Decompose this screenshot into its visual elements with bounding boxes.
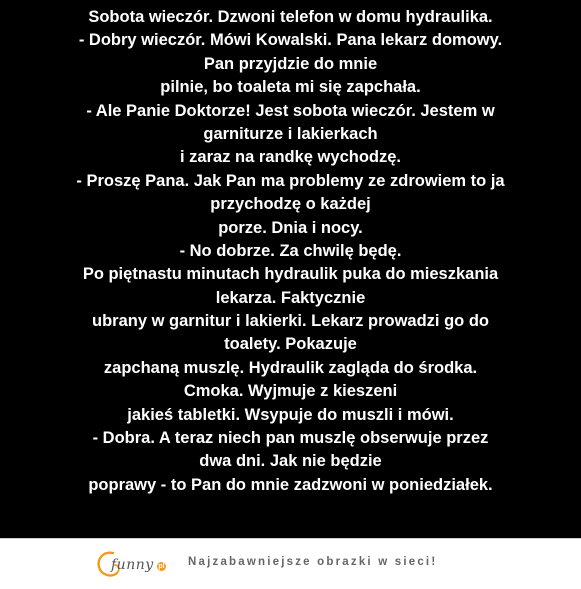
footer-tagline: Najzabawniejsze obrazki w sieci!	[188, 556, 438, 568]
joke-line: ubrany w garnitur i lakierki. Lekarz prowadzi go do	[92, 312, 489, 331]
joke-line: garniturze i lakierkach	[203, 124, 378, 143]
joke-line: - Dobra. A teraz niech pan muszlę obserwuje przez	[92, 429, 489, 448]
joke-line: poprawy - to Pan do mnie zadzwoni w poniedziałek.	[88, 475, 493, 494]
joke-line: - Proszę Pana. Jak Pan ma problemy ze zdrowiem to ja	[76, 171, 505, 190]
joke-line: Sobota wieczór. Dzwoni telefon w domu hydraulika.	[88, 8, 493, 26]
site-logo[interactable]	[93, 547, 169, 583]
joke-line: - Dobry wieczór. Mówi Kowalski. Pana lekarz domowy.	[78, 31, 503, 50]
joke-line: Cmoka. Wyjmuje z kieszeni	[183, 382, 398, 401]
joke-line: i zaraz na randkę wychodzę.	[180, 148, 401, 167]
joke-line: dwa dni. Jak nie będzie	[199, 452, 382, 471]
joke-line: zapchaną muszlę. Hydraulik zagląda do środka.	[103, 358, 478, 377]
joke-line: przychodzę o każdej	[210, 195, 371, 214]
joke-line: Pan przyjdzie do mnie	[203, 54, 378, 73]
joke-line: Po piętnastu minutach hydraulik puka do mieszkania	[82, 265, 499, 284]
joke-line: toalety. Pokazuje	[224, 335, 357, 354]
logo-wordmark: funny	[111, 557, 154, 573]
joke-text	[0, 6, 581, 497]
joke-line: - Ale Panie Doktorze! Jest sobota wieczór. Jestem w	[86, 101, 495, 120]
joke-line: lekarza. Faktycznie	[215, 288, 366, 307]
site-footer	[0, 538, 581, 589]
joke-line: pilnie, bo toaleta mi się zapchała.	[160, 78, 421, 97]
joke-line: jakieś tabletki. Wsypuje do muszli i mówi.	[127, 405, 454, 424]
logo-badge: pl	[158, 563, 165, 570]
joke-line: - No dobrze. Za chwilę będę.	[179, 241, 402, 260]
joke-line: porze. Dnia i nocy.	[218, 218, 363, 237]
